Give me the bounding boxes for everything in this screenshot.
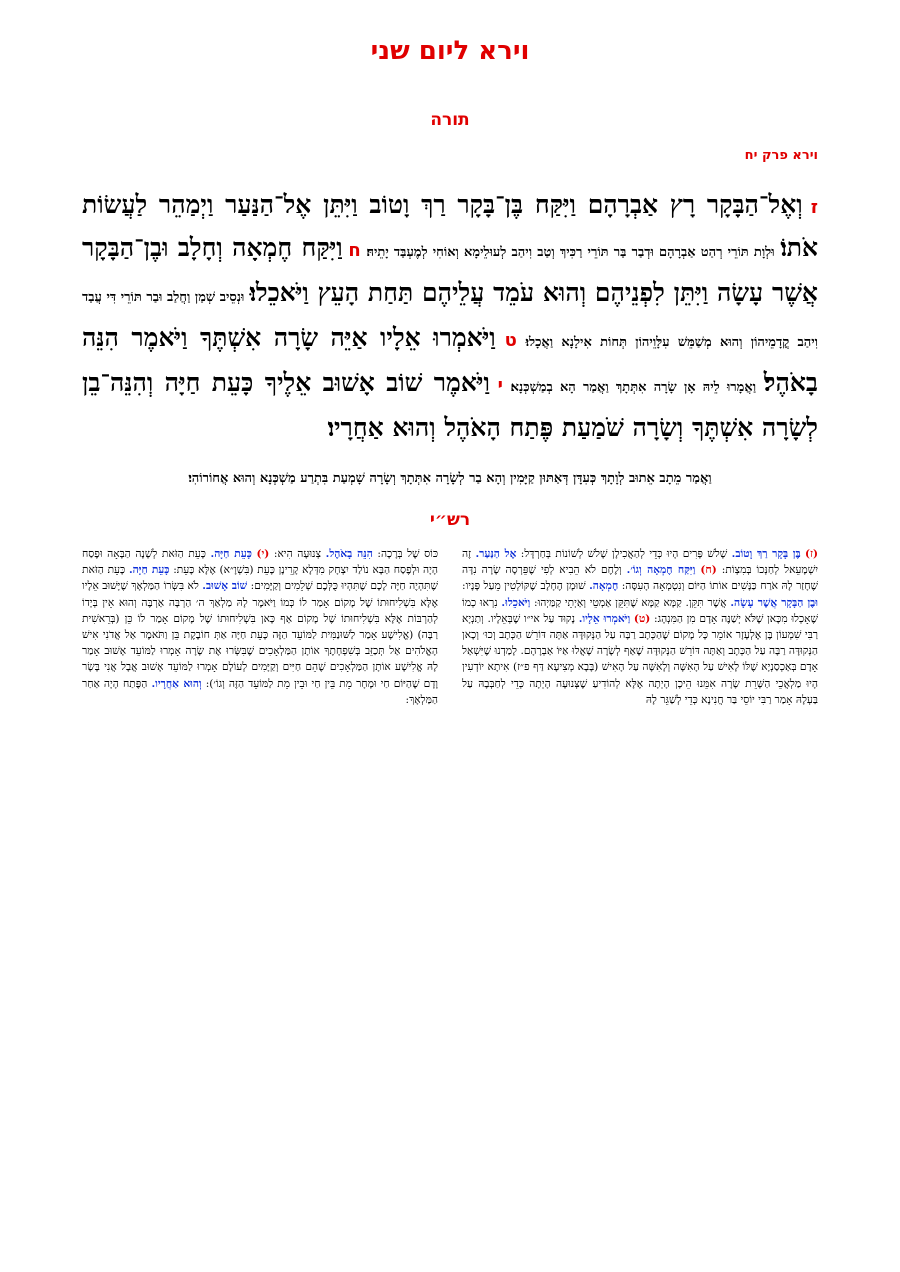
verse-text: וַיִּקַּח חֶמְאָה וְחָלָב וּבֶן־הַבָּקָר אֲשֶׁר עָשָׂה וַיִּתֵּן לִפְנֵיהֶם וְהוּא עֹמֵד עֲלֵיהֶם תַּחַת הָעֵץ וַיֹּאכֵלוּ׃ [82,233,818,307]
page-title: וירא ליום שני [370,36,530,66]
verse-text: וַיֹּאמְרוּ אֵלָיו אַיֵּה שָׂרָה אִשְׁתֶּךָ וַיֹּאמֶר הִנֵּה בָאֹהֶל׃ [82,323,818,397]
rashi-heading: וּבֶן הַבָּקָר אֲשֶׁר עָשָׂה. [730,596,818,609]
rashi-column-right [462,546,818,866]
verse-number: ט [504,330,517,351]
rashi-heading: חֶמְאָה. [589,580,619,593]
targum-text-centered: וַאֲמַר מֵתָב אֵתוּב לְוָתָךְ כְּעִדָּן דְּאַתּוּן קַיָּמִין וְהָא בַר לְשָׂרָה אִתְּתָךְ וְשָׂרָה שָׁמְעַת בִּתְרַע מַשְׁכְּנָא וְהוּא אֲחוֹרוֹהִי׃ [188,471,712,486]
chapter-heading: וירא פרק יח [744,148,818,163]
rashi-heading: וַיֹּאמְרוּ אֵלָיו. [578,612,631,625]
verse-text: וְאֶל־הַבָּקָר רָץ אַבְרָהָם וַיִּקַּח בֶּן־בָּקָר רַךְ וָטוֹב וַיִּתֵּן אֶל־הַנַּעַר וַיְמַהֵר לַעֲשׂוֹת אֹתוֹ׃ [82,190,819,262]
rashi-heading: וַיִּקַּח חֶמְאָה וְגוֹ׳. [626,564,696,577]
torah-text [82,185,818,451]
verse-number: י [497,375,503,396]
rashi-heading: שׁוֹב אָשׁוּב. [202,580,248,593]
targum-text: וּנְסֵיב שְׁמַן וַחֲלַב וּבַר תּוֹרֵי דִּי עֲבַד וִיהַב קֳדָמֵיהוֹן וְהוּא מְשַׁמֵּשׁ עִלָּוֵיהוֹן תְּחוֹת אִילָנָא וַאֲכָלוּ׃ [82,290,818,350]
rashi-heading: כָּעֵת חַיָּה. [210,548,252,560]
section-title: תורה [430,110,470,130]
rashi-verse-number: (ז) [805,548,818,560]
rashi-entry [269,548,373,560]
rashi-entry [530,597,818,609]
rashi-verse-number: (י) [256,548,270,560]
verse-text: וַיֹּאמֶר שׁוֹב אָשׁוּב אֵלֶיךָ כָּעֵת חַיָּה וְהִנֵּה־בֵן לְשָׂרָה אִשְׁתֶּךָ וְשָׂרָה שֹׁמַעַת פֶּתַח הָאֹהֶל וְהוּא אַחֲרָיו׃ [82,368,818,442]
rashi-text: לֹא בִּשְּׂרוֹ הַמַּלְאָךְ שֶׁיָּשׁוּב אֵלָיו אֶלָּא בִּשְׁלִיחוּתוֹ שֶׁל מָקוֹם אָמַר לוֹ כְּמוֹ וַיֹּאמֶר לָהּ מַלְאַךְ ה׳ הַרְבָּה אַרְבֶּה וְהוּא אֵין בְּיָדוֹ לְהַרְבּוֹת אֶלָּא בִּשְׁלִיחוּתוֹ שֶׁל מָקוֹם אַף כָּאן בִּשְׁלִיחוּתוֹ שֶׁל מָקוֹם אָמַר לוֹ כֵּן (בְּרֵאשִׁית רַבָּה) (אֱלִישָׁע אָמַר לַשּׁוּנַמִּית לַמּוֹעֵד הַזֶּה כָּעֵת חַיָּה אַתְּ חוֹבֶקֶת בֵּן וַתֹּאמֶר אַל אֲדֹנִי אִישׁ הָאֱלֹהִים אַל תְּכַזֵּב בְּשִׁפְחָתֶךָ אוֹתָן הַמַּלְאָכִים שֶׁבִּשְּׂרוּ אֶת שָׂרָה אָמְרוּ לַמּוֹעֵד אָשׁוּב אָמַר לָהּ אֱלִישָׁע אוֹתָן הַמַּלְאָכִים שֶׁהֵם חַיִּים וְקַיָּמִים לְעוֹלָם אָמְרוּ לַמּוֹעֵד אָשׁוּב אֲבָל אֲנִי בָּשָׂר וָדָם שֶׁהַיּוֹם חַי וּמָחָר מֵת בֵּין חַי וּבֵין מֵת לַמּוֹעֵד הַזֶּה וְגוֹ׳): [82,580,438,690]
rashi-text: כָּעֵת הַזֹּאת שֶׁתִּהְיֶה חַיָּה לָכֶם שֶׁתִּהְיוּ כֻּלְּכֶם שְׁלֵמִים וְקַיָּמִים: [82,564,438,593]
rashi-entry [462,580,618,592]
rashi-text: וְלֶחֶם לֹא הֵבִיא לְפִי שֶׁפֵּרְסָה שָׂרָה נִדָּה שֶׁחָזַר לָהּ אֹרַח כַּנָּשִׁים אוֹתוֹ הַיּוֹם וְנִטְמְאָה הָעִסָּה: [462,564,818,593]
rashi-heading: כָּעֵת חַיָּה. [128,564,170,577]
rashi-text: הַפֶּתַח הָיָה אַחַר הַמַּלְאָךְ: [82,677,438,706]
rashi-heading: הִנֵּה בָאֹהֶל. [325,548,373,560]
rashi-text: אֲשֶׁר תִּקֵּן. קַמָּא קַמָּא שֶׁתִּקֵּן אַמְטֵי וְאַיְתֵי קַמַּיְהוּ: [534,596,727,609]
rashi-title: רש״י [429,510,471,530]
rashi-column-left [82,546,438,866]
rashi-text: זֶה יִשְׁמָעֵאל לְחַנְּכוֹ בְּמִצְוֹת: [462,548,818,577]
rashi-commentary [82,546,818,866]
verse-number: ח [348,240,361,261]
rashi-verse-number: (ט) [633,612,651,625]
rashi-heading: וְהוּא אַחֲרָיו. [151,677,202,690]
rashi-text: צְנוּעָה הִיא: [273,548,322,560]
rashi-text: נִרְאוּ כְמוֹ שֶׁאָכְלוּ מִכָּאן שֶׁלֹּא יְשַׁנֶּה אָדָם מִן הַמִּנְהָג: [462,596,818,625]
rashi-heading: וַיֹּאכֵלוּ. [501,596,531,609]
rashi-text: שָׁלֹשׁ פָּרִים הָיוּ כְּדֵי לְהַאֲכִילָן שָׁלֹשׁ לְשׁוֹנוֹת בְּחַרְדָּל: [520,548,728,560]
targum-text: וַאֲמָרוּ לֵיהּ אָן שָׂרָה אִתְּתָךְ וַאֲמַר הָא בְמַשְׁכְּנָא׃ [510,380,757,395]
rashi-entry [516,548,818,560]
rashi-entry [462,613,818,706]
rashi-verse-number: (ח) [700,564,717,577]
rashi-text: כּוֹס שֶׁל בְּרָכָה: [377,548,438,560]
rashi-text: שׁוּמָן הֶחָלָב שֶׁקּוֹלְטִין מֵעַל פָּנָיו: [462,580,586,593]
rashi-heading: בֶּן בָּקָר רַךְ וָטוֹב. [731,548,801,560]
verse-number: ז [810,197,818,218]
rashi-entry [373,548,438,560]
rashi-heading: אֶל הַנַּעַר. [475,548,517,560]
rashi-text: נָקוּד עַל אי״ו שֶׁבְּאֵלָיו. וְתַנְיָא רַבִּי שִׁמְעוֹן בֶּן אֶלְעָזָר אוֹמֵר כָּל מָקוֹם שֶׁהַכְּתָב רַבָּה עַל הַנְּקוּדָּה אַתָּה דּוֹרֵשׁ הַכְּתָב וְכוּ׳ וְכָאן הַנְּקוּדָּה רַבָּה עַל הַכְּתָב וְאַתָּה דּוֹרֵשׁ הַנְּקוּדָּה שֶׁאַף לְשָׂרָה שָׁאֲלוּ אַיּוֹ אַבְרָהָם. לָמַדְנוּ שֶׁיִּשְׁאַל אָדָם בְּאַכְסַנְיָא שֶׁלּוֹ לָאִישׁ עַל הָאִשָּׁה וְלָאִשָּׁה עַל הָאִישׁ (בָּבָא מְצִיעָא דַּף פ״ז) אִיתָא יוֹדְעִין הָיוּ מַלְאֲכֵי הַשָּׁרֵת שָׂרָה אִמֵּנוּ הֵיכָן הָיְתָה אֶלָּא לְהוֹדִיעַ שֶׁצְּנוּעָה הָיְתָה כְּדֵי לְחַבְּבָהּ עַל בַּעְלָהּ אָמַר רַבִּי יוֹסֵי בַּר חֲנִינָא כְּדֵי לְשַׁגֵּר לָהּ [462,612,818,706]
rashi-entry [82,580,438,689]
rashi-text: כָּעֵת הַזֹּאת לְשָׁנָה הַבָּאָה וּפֶסַח הָיָה וּלְפֶסַח הַבָּא נוֹלַד יִצְחָק מִדְּלָא קָרֵינָן כָּעֵת (בִּשְׁוָ״א) אֶלָּא כָּעֵת: [82,548,438,577]
targum-text: וּלְוָת תּוֹרֵי רְהַט אַבְרָהָם וּדְבַר בַּר תּוֹרֵי רַכִּיךְ וְטַב וִיהַב לְעוּלֵימָא וְאוֹחִי לְמֶעְבַּד יָתֵיהּ׃ [366,245,775,260]
